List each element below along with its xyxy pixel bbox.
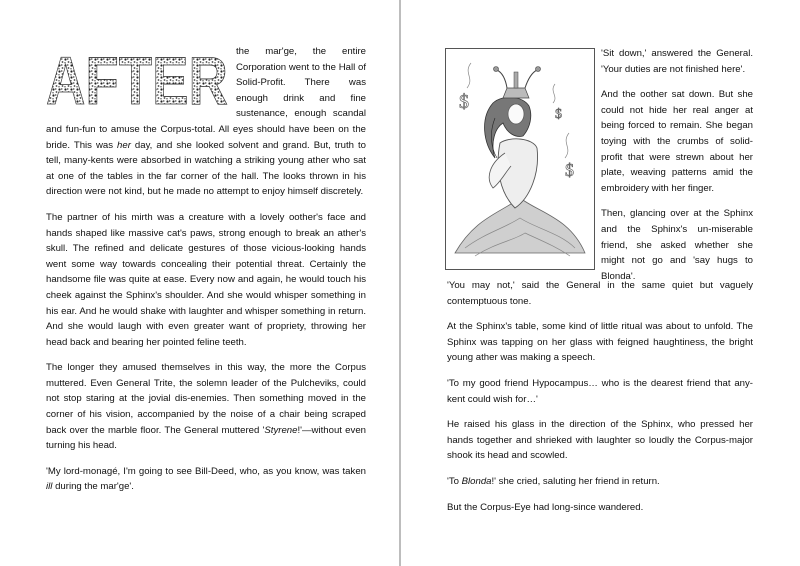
- paragraph-sphinx: The partner of his mirth was a creature with a lovely oother's face and hands shaped like massive cat's paws, strong enough to break an ather's skull. The refined and delicate gestures of those vicious-looking hands went some way towards concealing their potential threat. Certainly the handsome file was quite at ease. Every now and again, he would touch his cheek against the Sphinx's shoulder. And she would whisper something in his ear. And he would shake with laughter and whisper something in return. And she would laugh with even greater want of propriety, throwing her head back and bearing her pointed feline teeth.: [46, 211, 366, 348]
- opening-paragraph: [46, 44, 366, 200]
- paragraph-to-blonda: 'To Blonda!' she cried, saluting her friend in return.: [447, 475, 660, 487]
- paragraph-you-may-not: 'You may not,' said the General in the same quiet but vaguely contemptuous tone.: [447, 280, 753, 307]
- svg-text:$: $: [565, 160, 574, 180]
- left-page: [0, 0, 399, 566]
- svg-text:$: $: [459, 91, 469, 113]
- intro-emphasis: her: [117, 139, 131, 151]
- intro-text-rest: day, and she looked solvent and grand. But, truth to tell, many-kents were absorbed in watching a striking young ather who sat at one of the tables in the far corner of the hall. The looks thrown in his direction were not kind, but he made no attempt to enjoy himself discretely.: [46, 139, 366, 198]
- right-text-column: [447, 278, 753, 515]
- illustration-woman: [445, 48, 595, 270]
- paragraph-glancing: Then, glancing over at the Sphinx and the Sphinx's un-miserable friend, she asked whether she might not go and 'say hugs to Blonda'.: [601, 208, 753, 282]
- paragraph-toast: 'To my good friend Hypocampus… who is the dearest friend that any-kent could wish for…': [447, 377, 753, 405]
- paragraph-sit-down: 'Sit down,' answered the General. 'Your duties are not finished here'.: [601, 48, 753, 75]
- right-page: [401, 0, 800, 566]
- svg-text:AFTER: AFTER: [46, 43, 228, 119]
- left-text-column: [46, 44, 366, 495]
- dropcap-after: [46, 43, 228, 119]
- paragraph-corpus-muttered: The longer they amused themselves in this way, the more the Corpus muttered. Even General Trite, the solemn leader of the Pulcheviks, could not stop staring at the jovial dis-enemies. Then something moved in the corner of his vision, accompanied by the noise of a chair being scraped back over the marble floor. The General muttered 'Styrene!'—without even turning his head.: [46, 362, 366, 452]
- svg-text:$: $: [555, 107, 562, 122]
- intro-text: the mar'ge, the entire Corporation went to the Hall of Solid-Profit. There was enough drink and fine sustenance, enough scandal and fun-fun to amuse the Corpus-total. All eyes should have been on the bride. This was: [46, 46, 366, 151]
- paragraph-raised-glass: He raised his glass in the direction of the Sphinx, who pressed her hands together and shrieked with laughter so loudly the Corpus-major shook its head and scowled.: [447, 419, 753, 462]
- right-text-beside-illustration: [601, 46, 753, 284]
- paragraph-lord-monage: 'My lord-monagé, I'm going to see Bill-Deed, who, as you know, was taken ill during the mar'ge'.: [46, 465, 366, 493]
- paragraph-oother-sat: And the oother sat down. But she could not hide her real anger at being forced to remain. She began toying with the crumbs of solid-profit that were strewn about her plate, weaving patterns amid the embroidery with her finger.: [601, 89, 753, 194]
- paragraph-corpus-eye: But the Corpus-Eye had long-since wandered.: [447, 501, 644, 513]
- paragraph-ritual: At the Sphinx's table, some kind of little ritual was about to unfold. The Sphinx was tapping on her glass with feigned haughtiness, the bright young ather was making a speech.: [447, 321, 753, 364]
